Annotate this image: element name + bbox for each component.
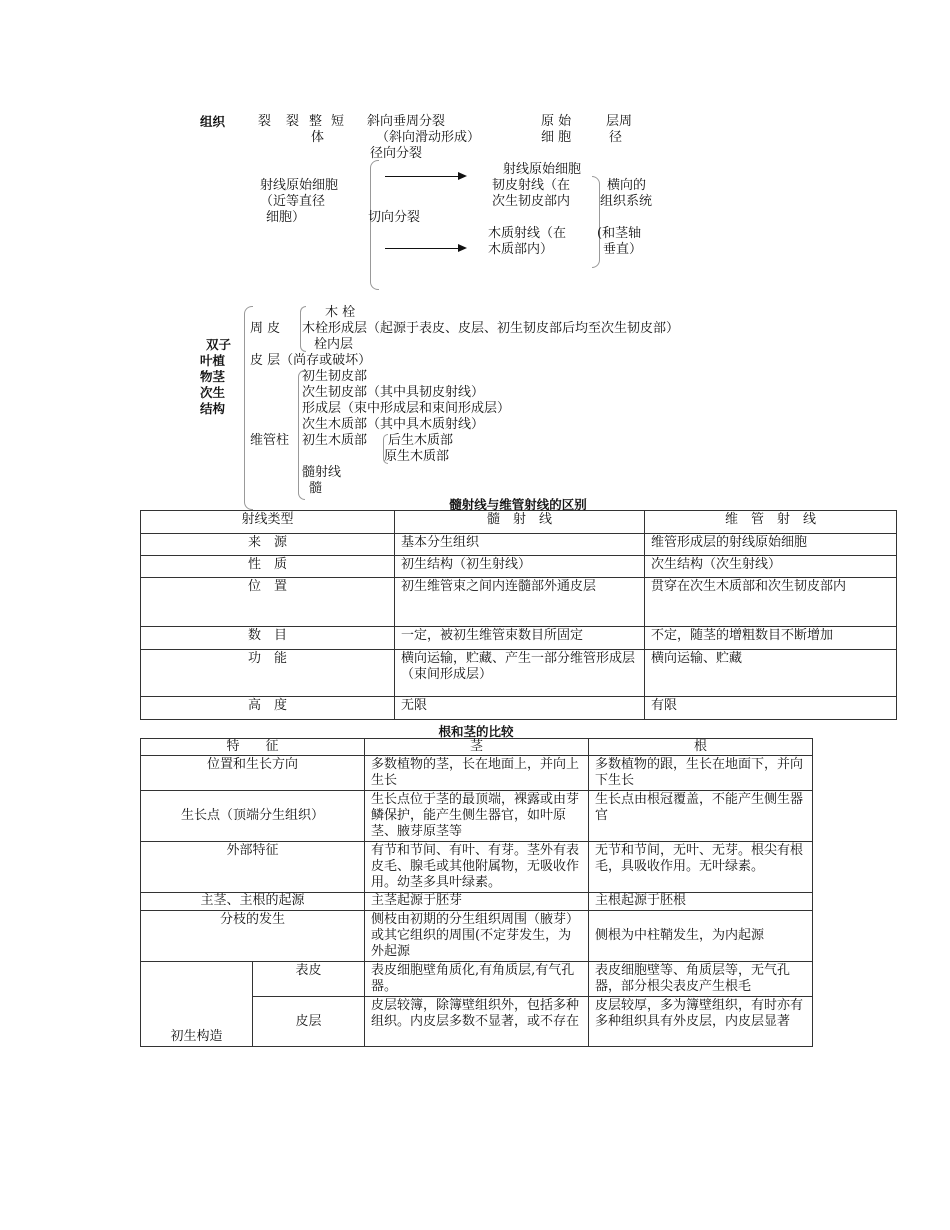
row-label: 生长点（顶端分生组织） — [141, 791, 365, 842]
table-cell: 表皮细胞壁角质化,有角质层,有气孔器。 — [365, 962, 589, 997]
table-cell: 多数植物的跟，生长在地面下，并向下生长 — [589, 756, 813, 791]
sub-row-label: 皮层 — [253, 997, 365, 1047]
metaxylem: 后生木质部 — [388, 433, 454, 448]
primary-structure-label: 初生构造 — [141, 962, 253, 1047]
table-cell: 贯穿在次生木质部和次生韧皮部内 — [645, 578, 897, 627]
perpendicular-1: (和茎轴 — [597, 226, 642, 241]
root-stem-table-caption: 根和茎的比较 — [438, 724, 514, 739]
table-row — [141, 791, 813, 842]
xylem-ray-2: 木质部内） — [488, 242, 554, 257]
col-split-2: 裂 — [286, 114, 300, 129]
table-cell: 次生结构（次生射线） — [645, 556, 897, 578]
phloem-ray-3: 次生韧皮部内 — [492, 194, 571, 209]
header-vascular-ray: 维 管 射 线 — [645, 511, 897, 534]
table-cell: 一定，被初生维管束数目所固定 — [395, 627, 645, 650]
table-cell: 横向运输，贮藏、产生一部分维管形成层（束间形成层） — [395, 650, 645, 697]
table-cell: 横向运输、贮藏 — [645, 650, 897, 697]
cork: 木 栓 — [325, 305, 356, 320]
header-stem: 茎 — [365, 739, 589, 756]
table-cell: 不定，随茎的增粗数目不断增加 — [645, 627, 897, 650]
row-label: 来 源 — [141, 534, 395, 556]
stem-title-3: 物茎 — [200, 369, 226, 384]
header-pith-ray: 髓 射 线 — [395, 511, 645, 534]
perpendicular-2: 垂直） — [603, 242, 643, 257]
stem-title-5: 结构 — [200, 401, 226, 416]
ray-initial-2: （近等直径 — [260, 194, 326, 209]
header-ray-type: 射线类型 — [141, 511, 395, 534]
table-row — [141, 511, 897, 534]
header-root: 根 — [589, 739, 813, 756]
table-cell: 多数植物的茎，长在地面上，并向上生长 — [365, 756, 589, 791]
ray-initial-3: 细胞） — [266, 210, 306, 225]
table-cell: 初生结构（初生射线） — [395, 556, 645, 578]
cork-cambium: 木栓形成层（起源于表皮、皮层、初生韧皮部后均至次生韧皮部） — [302, 321, 680, 336]
phloem-ray-2: 韧皮射线（在 — [492, 178, 571, 193]
radial-division: 径向分裂 — [370, 146, 423, 161]
secondary-phloem: 次生韧皮部（其中具韧皮射线） — [302, 385, 485, 400]
ray-system-brace — [592, 176, 600, 268]
col-short: 短 — [331, 114, 345, 129]
table-row — [141, 911, 813, 962]
row-label: 数 目 — [141, 627, 395, 650]
table-row — [141, 893, 813, 911]
table-cell: 维管形成层的射线原始细胞 — [645, 534, 897, 556]
pith-ray: 髓射线 — [302, 465, 342, 480]
table-row — [141, 650, 897, 697]
table-row — [141, 697, 897, 720]
table-row — [141, 739, 813, 756]
table-cell: 初生维管束之间内连髓部外通皮层 — [395, 578, 645, 627]
tangential-division: 切向分裂 — [368, 210, 421, 225]
row-label: 高 度 — [141, 697, 395, 720]
periclinal-note: （斜向滑动形成） — [376, 130, 481, 145]
periclinal-label: 斜向垂周分裂 — [367, 114, 446, 129]
row-label: 位置和生长方向 — [141, 756, 365, 791]
ray-table-caption: 髓射线与维管射线的区别 — [449, 497, 587, 512]
ray-initial-1: 射线原始细胞 — [260, 178, 339, 193]
stem-title-4: 次生 — [200, 385, 226, 400]
arrow-to-phloem-ray — [385, 176, 465, 177]
phloem-ray-1: 射线原始细胞 — [503, 162, 582, 177]
stem-title-2: 叶植 — [200, 353, 226, 368]
table-cell: 主根起源于胚根 — [589, 893, 813, 911]
table-cell: 无节和节间，无叶、无芽。根尖有根毛，具吸收作用。无叶绿素。 — [589, 842, 813, 893]
row-label: 功 能 — [141, 650, 395, 697]
table-cell: 有节和节间、有叶、有芽。茎外有表皮毛、腺毛或其他附属物，无吸收作用。幼茎多具叶绿素。 — [365, 842, 589, 893]
table-row — [141, 842, 813, 893]
cortex: 皮 层（尚存或破坏） — [250, 353, 372, 368]
table-cell: 皮层较厚，多为簿壁组织，有时亦有多种组织具有外皮层，内皮层显著 — [589, 997, 813, 1047]
stele-label: 维管柱 — [250, 433, 290, 448]
row-label: 分枝的发生 — [141, 911, 365, 962]
table-cell: 表皮细胞壁等、角质层等，无气孔器，部分根尖表皮产生根毛 — [589, 962, 813, 997]
table-row — [141, 534, 897, 556]
header-feature: 特 征 — [141, 739, 365, 756]
col-whole-2: 体 — [311, 130, 325, 145]
table-row — [141, 627, 897, 650]
xylem-ray-1: 木质射线（在 — [488, 226, 567, 241]
table-cell: 无限 — [395, 697, 645, 720]
layer-col: 层周 — [606, 114, 633, 129]
table-row — [141, 962, 813, 997]
primary-phloem: 初生韧皮部 — [302, 369, 368, 384]
horizontal-system-1: 横向的 — [607, 178, 647, 193]
fusiform-label-2: 细 胞 — [541, 130, 572, 145]
secondary-xylem: 次生木质部（其中具木质射线） — [302, 417, 485, 432]
protoxylem: 原生木质部 — [384, 449, 450, 464]
periderm-label: 周 皮 — [250, 321, 281, 336]
table-cell: 主茎起源于胚芽 — [365, 893, 589, 911]
table-cell: 侧根为中柱鞘发生，为内起源 — [589, 911, 813, 962]
table-cell: 侧枝由初期的分生组织周围（腋芽）或其它组织的周围(不定芽发生，为外起源 — [365, 911, 589, 962]
table-cell: 生长点位于茎的最顶端，裸露或由芽鳞保护，能产生侧生器官，如叶原茎、腋芽原茎等 — [365, 791, 589, 842]
col-whole: 整 — [309, 114, 323, 129]
table-cell: 基本分生组织 — [395, 534, 645, 556]
phelloderm: 栓内层 — [314, 337, 354, 352]
ray-comparison-table — [140, 510, 897, 720]
col-split-1: 裂 — [258, 114, 272, 129]
pith: 髓 — [309, 481, 323, 496]
sub-row-label: 表皮 — [253, 962, 365, 997]
table-cell: 有限 — [645, 697, 897, 720]
row-label: 外部特征 — [141, 842, 365, 893]
root-stem-comparison-table — [140, 738, 813, 1047]
row-label: 主茎、主根的起源 — [141, 893, 365, 911]
table-cell: 生长点由根冠覆盖，不能产生侧生器官 — [589, 791, 813, 842]
fusiform-label: 原 始 — [541, 114, 572, 129]
diagram-heading: 组织 — [200, 114, 226, 129]
primary-xylem: 初生木质部 — [302, 433, 368, 448]
row-label: 性 质 — [141, 556, 395, 578]
row-label: 位 置 — [141, 578, 395, 627]
horizontal-system-2: 组织系统 — [600, 194, 653, 209]
table-cell: 皮层较簿，除簿壁组织外，包括多种组织。内皮层多数不显著，或不存在 — [365, 997, 589, 1047]
stem-title-1: 双子 — [206, 337, 232, 352]
arrow-to-xylem-ray — [385, 248, 465, 249]
layer-col-2: 径 — [609, 130, 623, 145]
table-row — [141, 556, 897, 578]
table-row — [141, 578, 897, 627]
table-row — [141, 756, 813, 791]
cambium: 形成层（束中形成层和束间形成层） — [302, 401, 511, 416]
